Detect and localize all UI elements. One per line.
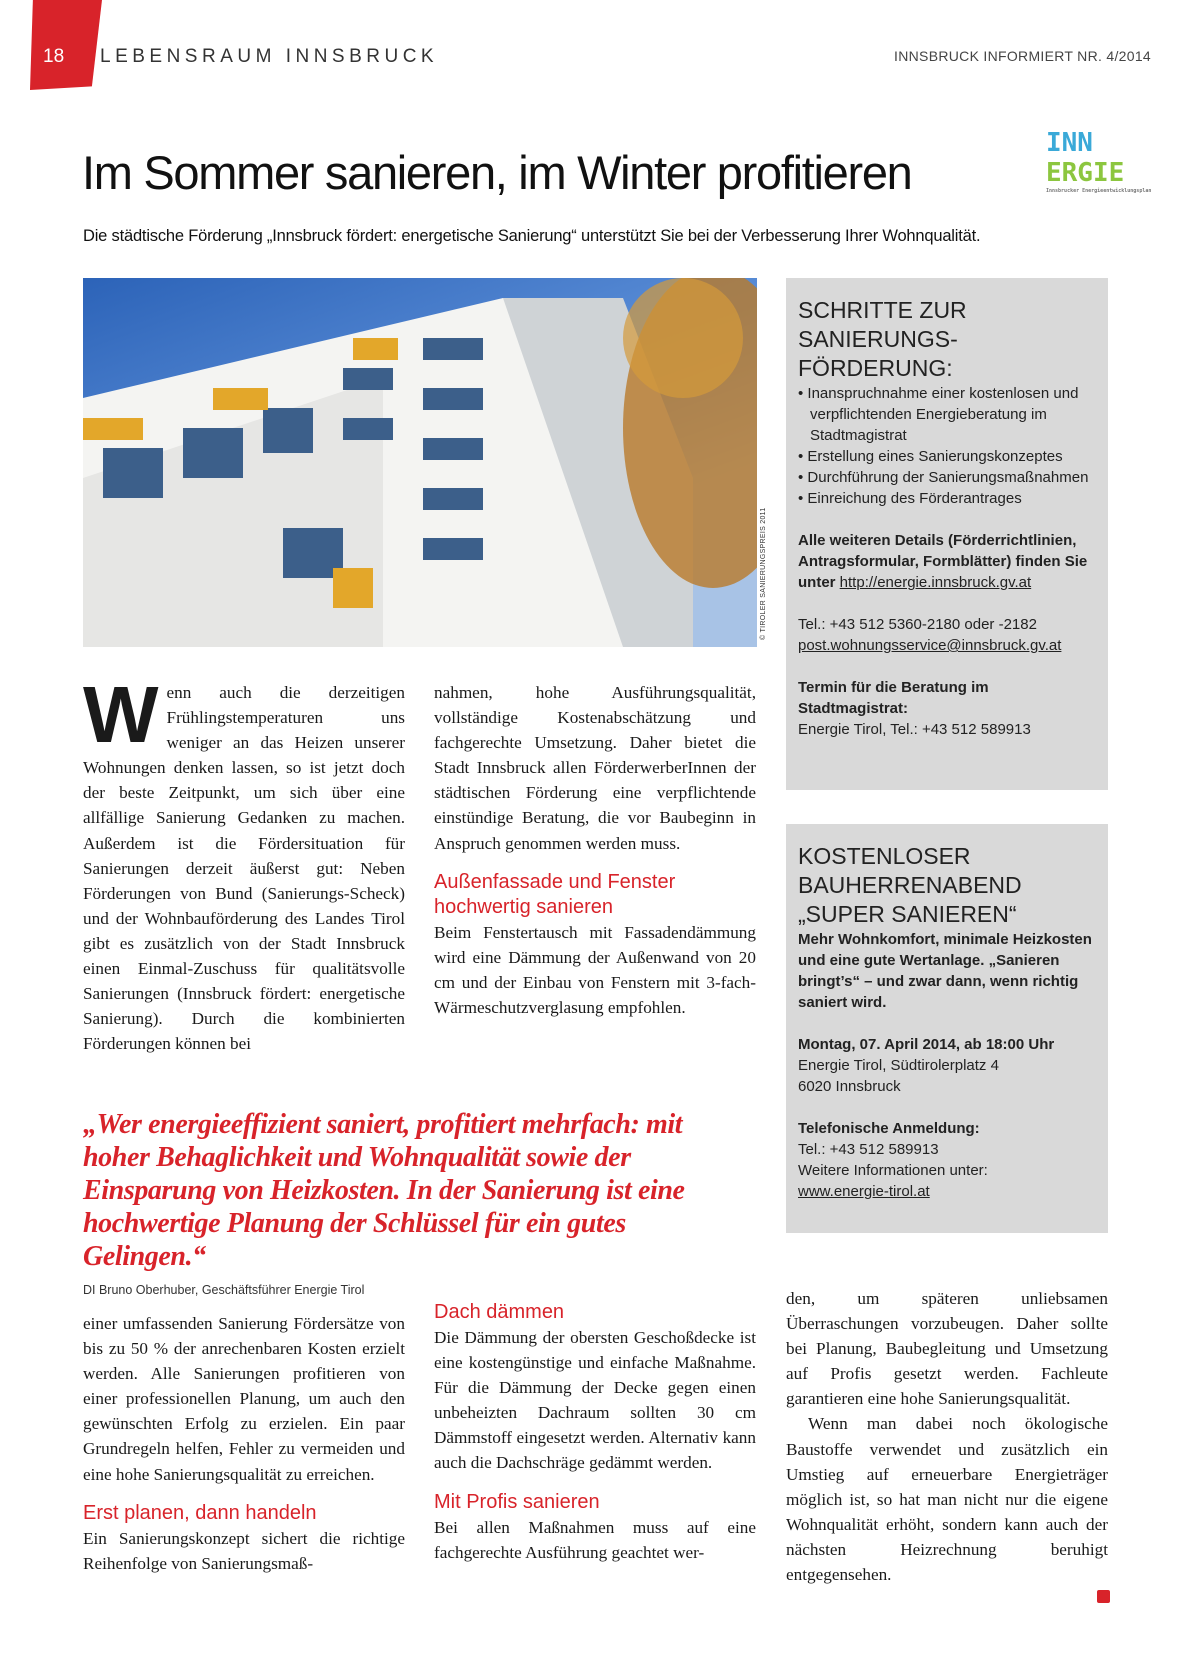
fassade-text: Beim Fenstertausch mit Fassadendämmung wird eine Dämmung der Außenwand von 20 cm und der Einbau von Fenstern mit 3-fach-Wärmeschutzverglasung empfohlen. [434, 922, 756, 1017]
paragraph: Wenn man dabei noch ökologische Baustoffe verwendet und zusätzlich ein Umstieg auf erneuerbare Energieträger möglich ist, so hat man nicht nur die eigene Wohnqualität erhöht, sondern kann auch der nächsten Heizrechnung beruhigt entgegensehen. [786, 1414, 1108, 1585]
quote-attribution: DI Bruno Oberhuber, Geschäftsführer Energie Tirol [83, 1283, 365, 1297]
paragraph: Bei allen Maßnahmen muss auf eine fachgerechte Ausführung geachtet wer- [434, 1517, 756, 1562]
event-address: Energie Tirol, Südtirolerplatz 4 [798, 1057, 999, 1074]
building-illustration [83, 278, 757, 647]
list-item: • Durchführung der Sanierungsmaßnahmen [798, 467, 1096, 488]
column-1-bottom [83, 1311, 405, 1576]
end-mark [1097, 1590, 1110, 1603]
section-tab [30, 0, 102, 90]
intro-continued: nahmen, hohe Ausführungsqualität, vollständige Kostenabschätzung und fachgerechte Umsetzung. Daher bietet die Stadt Innsbruck allen FörderwerberInnen der städtischen Förderung eine verpflichtende einstündige Beratung, die vor Baubeginn in Anspruch genommen werden muss. [434, 683, 756, 853]
event-infobox [786, 824, 1108, 1233]
more-info-label: Weitere Informationen unter: [798, 1162, 988, 1179]
energie-tirol-link[interactable]: www.energie-tirol.at [798, 1183, 930, 1200]
pull-quote-block [83, 1108, 755, 1298]
logo-tagline: Innsbrucker Energieentwicklungsplan [1046, 188, 1152, 194]
details-text: Alle weiteren Details (Förderrichtlinien, Antragsformular, Formblätter) finden Sie unter [798, 532, 1088, 591]
subheading-dach: Dach dämmen [434, 1301, 565, 1323]
event-city: 6020 Innsbruck [798, 1078, 901, 1095]
paragraph: einer umfassenden Sanierung Fördersätze von bis zu 50 % der anrechenbaren Kosten erzielt werden. Alle Sanierungen profitieren von einer professionellen Planung, um auch den gewünschten Erfolg zu erzielen. Ein paar Grundregeln helfen, Fehler zu vermeiden und eine hohe Sanierungsqualität zu erreichen. [83, 1314, 405, 1484]
column-2-top [434, 680, 756, 1020]
section-title: LEBENSRAUM INNSBRUCK [100, 46, 439, 67]
article-subtitle: Die städtische Förderung „Innsbruck fördert: energetische Sanierung“ unterstützt Sie bei der Verbesserung Ihrer Wohnqualität. [83, 227, 981, 245]
infobox-title: SCHRITTE ZUR SANIERUNGS-FÖRDERUNG: [798, 297, 967, 381]
energie-link[interactable]: http://energie.innsbruck.gv.at [839, 574, 1032, 591]
column-1-top [83, 670, 405, 1056]
article-title: Im Sommer sanieren, im Winter profitieren [82, 146, 912, 199]
photo-credit: © TIROLER SANIERUNGSPREIS 2011 [760, 507, 767, 640]
subheading-fassade: Außenfassade und Fenster hochwertig sanieren [434, 870, 676, 918]
phone-text: Tel.: +43 512 5360-2180 oder -2182 [798, 616, 1037, 633]
email-link[interactable]: post.wohnungsservice@innsbruck.gv.at [798, 637, 1062, 654]
subheading-planen: Erst planen, dann handeln [83, 1501, 317, 1524]
list-item: • Einreichung des Förderantrages [798, 488, 1096, 509]
building-photo [83, 278, 757, 647]
pull-quote: „Wer energieeffizient saniert, profitiert mehrfach: mit hoher Behaglichkeit und Wohnqualität sowie der Einsparung von Heizkosten. In der Sanierung ist eine hochwertige Planung der Schlüssel für ein gutes Gelingen.“ [83, 1109, 685, 1272]
intro-text: enn auch die derzeitigen Frühlingstemperaturen uns weniger an das Heizen unserer Wohnungen denken lassen, so ist jetzt doch der beste Zeitpunkt, um sich über eine allfällige Sanierung Gedanken zu machen. Außerdem ist die Fördersituation für Sanierungen derzeit äußerst gut: Neben Förderungen von Bund (Sanierungs-Scheck) und der Wohnbauförderung des Landes Tirol gibt es zusätzlich von der Stadt Innsbruck einen Einmal-Zuschuss für qualitätsvolle Sanierungen (Innsbruck fördert: energetische Sanierung). Durch die kombinierten Förderungen können bei [83, 683, 405, 1054]
list-item: • Inanspruchnahme einer kostenlosen und verpflichtenden Energieberatung im Stadtmagistrat [798, 383, 1096, 446]
event-date: Montag, 07. April 2014, ab 18:00 Uhr [798, 1036, 1055, 1053]
column-2-bottom [434, 1300, 756, 1565]
registration-phone: Tel.: +43 512 589913 [798, 1141, 939, 1158]
innergie-logo [1046, 128, 1152, 202]
appointment-label: Termin für die Beratung im Stadtmagistrat: [798, 679, 989, 717]
paragraph: Die Dämmung der obersten Geschoßdecke ist eine kostengünstige und einfache Maßnahme. Für die Dämmung der Decke gegen einen unbeheizten Dachraum sollten 30 cm Dämmstoff eingesetzt werden. Alternativ kann auch die Dachschräge gedämmt werden. [434, 1328, 756, 1473]
subheading-profis: Mit Profis sanieren [434, 1490, 600, 1513]
issue-label: INNSBRUCK INFORMIERT NR. 4/2014 [894, 48, 1151, 64]
steps-infobox [786, 278, 1108, 790]
list-item: • Erstellung eines Sanierungskonzeptes [798, 446, 1096, 467]
paragraph: Ein Sanierungskonzept sichert die richtige Reihenfolge von Sanierungsmaß- [83, 1528, 405, 1573]
paragraph: den, um späteren unliebsamen Überraschungen vorzubeugen. Daher sollte bei Planung, Baubegleitung und Umsetzung auf Profis gesetzt werden. Fachleute garantieren eine hohe Sanierungsqualität. [786, 1289, 1108, 1409]
page-number: 18 [43, 46, 65, 67]
appointment-text: Energie Tirol, Tel.: +43 512 589913 [798, 721, 1031, 738]
infobox-title: KOSTENLOSER BAUHERRENABEND „SUPER SANIEREN“ [798, 843, 1022, 927]
dropcap: W [83, 670, 159, 759]
event-lead: Mehr Wohnkomfort, minimale Heizkosten und eine gute Wertanlage. „Sanieren bringt’s“ – und zwar dann, wenn richtig saniert wird. [798, 931, 1092, 1011]
column-3-bottom [786, 1286, 1108, 1587]
steps-list [798, 383, 1096, 509]
logo-line1: INN [1046, 128, 1093, 158]
logo-line2: ERGIE [1046, 158, 1125, 188]
registration-label: Telefonische Anmeldung: [798, 1120, 980, 1137]
